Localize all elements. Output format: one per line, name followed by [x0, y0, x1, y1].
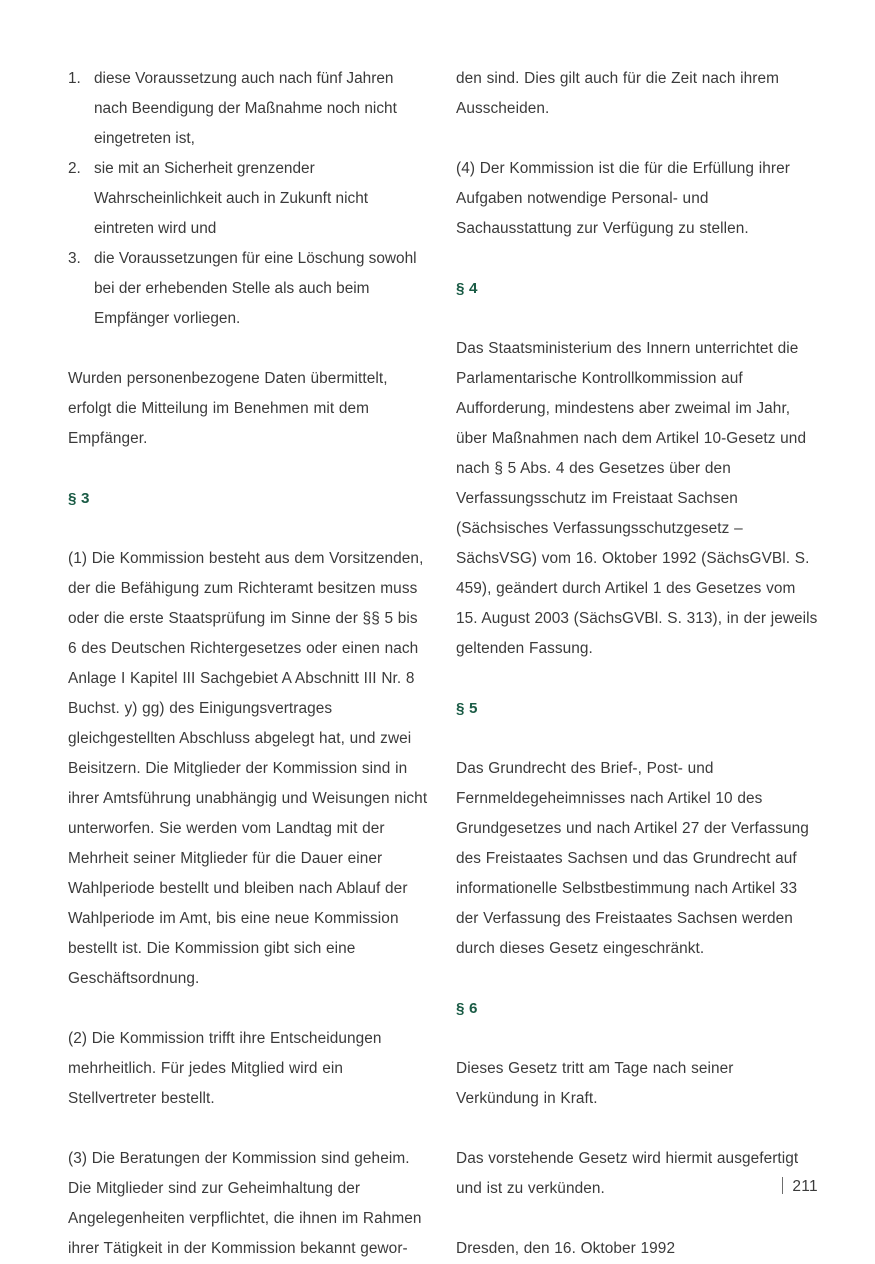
paragraph-3-2: (2) Die Kommission trifft ihre Entscheidungen mehrheitlich. Für jedes Mitglied wird ein Stellvertreter bestellt. — [68, 1030, 382, 1107]
section-heading-paragraph-3: § 3 — [68, 490, 90, 507]
section-heading-paragraph-5: § 5 — [456, 700, 478, 717]
left-column — [68, 64, 430, 1264]
paragraph-ort-datum: Dresden, den 16. Oktober 1992 — [456, 1240, 676, 1257]
list-item-text: sie mit an Sicherheit grenzender Wahrscheinlichkeit auch in Zukunft nicht eintreten wird und — [94, 160, 369, 237]
list-item-text: diese Voraussetzung auch nach fünf Jahren nach Beendigung der Maßnahme noch nicht eingetreten ist, — [94, 70, 397, 147]
section-heading-paragraph-6: § 6 — [456, 1000, 478, 1017]
list-item-marker: 1. — [68, 70, 81, 87]
footer-divider — [782, 1177, 783, 1194]
list-item — [68, 154, 430, 244]
numbered-list — [68, 64, 430, 334]
paragraph-ausfertigung: Das vorstehende Gesetz wird hiermit ausgefertigt und ist zu verkünden. — [456, 1150, 799, 1197]
list-item-marker: 2. — [68, 160, 81, 177]
right-column — [456, 64, 818, 1264]
paragraph-3-4: (4) Der Kommission ist die für die Erfüllung ihrer Aufgaben notwendige Personal- und Sachausstattung zur Verfügung zu stellen. — [456, 160, 790, 237]
section-heading-paragraph-4: § 4 — [456, 280, 478, 297]
list-item — [68, 244, 430, 334]
paragraph-3-3: (3) Die Beratungen der Kommission sind geheim. Die Mitglieder sind zur Geheimhaltung der Angelegenheiten verpflichtet, die ihnen im Rahmen ihrer Tätigkeit in der Kommission bekannt gewor- — [68, 1150, 422, 1257]
paragraph-3-1: (1) Die Kommission besteht aus dem Vorsitzenden, der die Befähigung zum Richteramt besitzen muss oder die erste Staatsprüfung im Sinne der §§ 5 bis 6 des Deutschen Richtergesetzes oder einen nach Anlage I Kapitel III Sachgebiet A Abschnitt III Nr. 8 Buchst. y) gg) des Einigungsvertrages gleichgestellten Abschluss abgelegt hat, und zwei Beisitzern. Die Mitglieder der Kommission sind in ihrer Amtsführung unabhängig und Weisungen nicht unterworfen. Sie werden vom Landtag mit der Mehrheit seiner Mitglieder für die Dauer einer Wahlperiode bestellt und bleiben nach Ablauf der Wahlperiode im Amt, bis eine neue Kommission bestellt ist. Die Kommission gibt sich eine Geschäftsordnung. — [68, 550, 428, 987]
list-item-marker: 3. — [68, 250, 81, 267]
list-item-text: die Voraussetzungen für eine Löschung sowohl bei der erhebenden Stelle als auch beim Empfänger vorliegen. — [94, 250, 417, 327]
paragraph-uebermittelt: Wurden personenbezogene Daten übermittelt, erfolgt die Mitteilung im Benehmen mit dem Empfänger. — [68, 370, 388, 447]
page-number: 211 — [792, 1178, 818, 1195]
paragraph-5-body: Das Grundrecht des Brief-, Post- und Fernmeldegeheimnisses nach Artikel 10 des Grundgesetzes und nach Artikel 27 der Verfassung des Freistaates Sachsen und das Grundrecht auf informationelle Selbstbestimmung nach Artikel 33 der Verfassung des Freistaates Sachsen werden durch dieses Gesetz eingeschränkt. — [456, 760, 809, 957]
two-column-body — [68, 64, 818, 1264]
page-footer — [782, 1174, 818, 1197]
list-item — [68, 64, 430, 154]
paragraph-4-body: Das Staatsministerium des Innern unterrichtet die Parlamentarische Kontrollkommission auf Aufforderung, mindestens aber zweimal im Jahr, über Maßnahmen nach dem Artikel 10-Gesetz und nach § 5 Abs. 4 des Gesetzes über den Verfassungsschutz im Freistaat Sachsen (Sächsisches Verfassungsschutzgesetz – SächsVSG) vom 16. Oktober 1992 (SächsGVBl. S. 459), geändert durch Artikel 1 des Gesetzes vom 15. August 2003 (SächsGVBl. S. 313), in der jeweils geltenden Fassung. — [456, 340, 818, 657]
paragraph-3-3-continued: den sind. Dies gilt auch für die Zeit nach ihrem Ausscheiden. — [456, 70, 779, 117]
paragraph-6-body: Dieses Gesetz tritt am Tage nach seiner Verkündung in Kraft. — [456, 1060, 734, 1107]
